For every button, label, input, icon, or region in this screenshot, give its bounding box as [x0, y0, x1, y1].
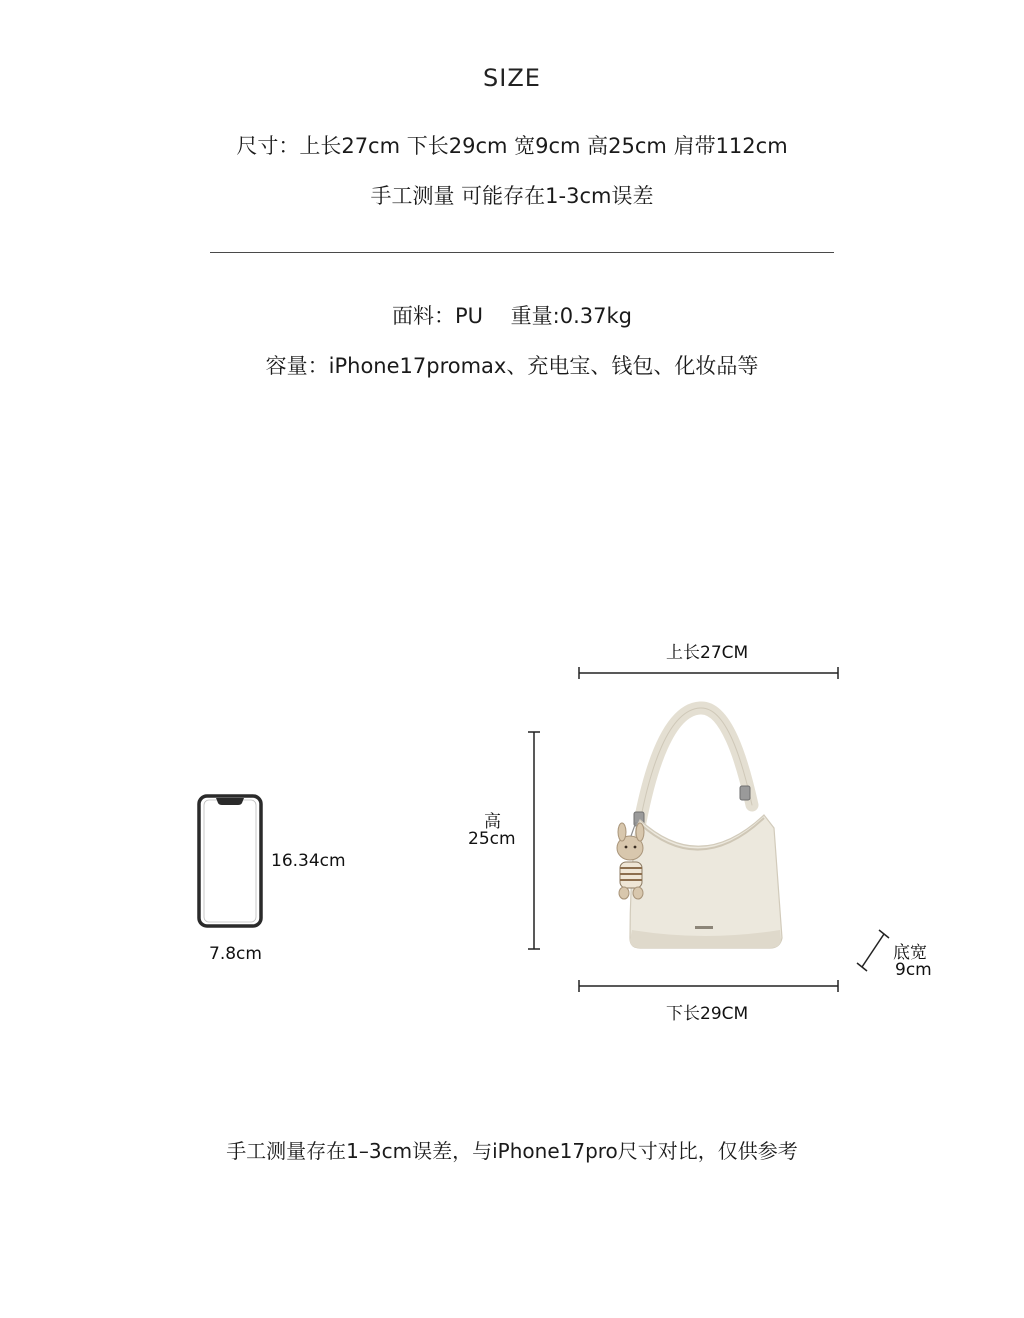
depth-measure-line [857, 930, 889, 971]
dimensions-text: 尺寸：上长27cm 下长29cm 宽9cm 高25cm 肩带112cm [236, 134, 788, 158]
bag-depth-label-line1: 底宽 [893, 943, 927, 963]
bag-depth-label-line2: 9cm [895, 960, 932, 980]
top-length-measure-line [579, 667, 838, 679]
page-title: SIZE [483, 64, 541, 92]
capacity-text: 容量：iPhone17promax、充电宝、钱包、化妆品等 [265, 354, 759, 378]
divider [210, 252, 834, 253]
bottom-length-measure-line [579, 980, 838, 992]
phone-icon [199, 796, 261, 926]
bag-image [617, 708, 782, 948]
measure-note-text: 手工测量 可能存在1-3cm误差 [370, 184, 654, 208]
phone-height-label: 16.34cm [271, 851, 346, 871]
phone-width-label: 7.8cm [209, 944, 262, 964]
material-weight-text: 面料：PU 重量:0.37kg [391, 304, 633, 328]
bag-top-length-label: 上长27CM [666, 643, 749, 663]
plush-charm-icon [617, 822, 644, 899]
bag-height-label-line2: 25cm [468, 829, 516, 849]
height-measure-line [528, 732, 540, 949]
bag-bottom-length-label: 下长29CM [666, 1004, 749, 1024]
bag-height-label-line1: 高 [484, 812, 501, 832]
footer-note-text: 手工测量存在1–3cm误差，与iPhone17pro尺寸对比，仅供参考 [226, 1139, 798, 1163]
